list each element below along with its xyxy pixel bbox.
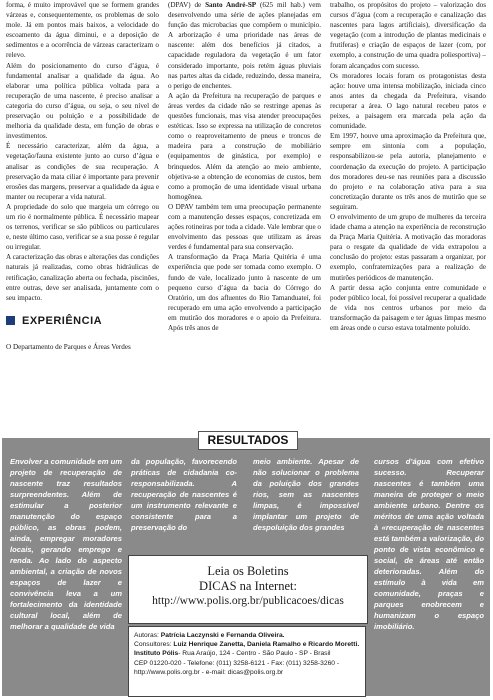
results-title: RESULTADOS [198,431,298,450]
article-column-2 [168,0,321,333]
paragraph: A partir dessa ação conjunta entre comunidade e poder público local, foi possível recuperar a qualidade de vida nos centros urbanos por meio da transformação da paisagem e ter águas limpas mesmo em áreas onde o curso estava totalmente poluído. [330,283,486,332]
article-column-3 [330,0,486,333]
authors-line [134,631,360,640]
article-column-1 [6,0,159,352]
paragraph: A transformação da Praça Maria Quitéria é uma experiência que pode ser tomada como exemplo. O fundo de vale, localizado junto à nascente de um pequeno curso d’água da bacia do Córrego do Oratório, um dos afluentes do Rio Tamanduateí, foi recuperado em uma ação envolvendo a participação em mutirão dos moradores e o apoio da Prefeitura. Após três anos de [168,253,321,332]
cep-line: CEP 01220-020 - Telefone: (011) 3258-6121 - Fax: (011) 3258-3260 - [134,659,340,667]
text-span: (DPAV) de [168,1,206,9]
web-email-line[interactable]: http://www.polis.org.br - e-mail: dicas@polis.org.br [134,668,284,676]
results-text-column-4: cursos d’água com efetivo sucesso. Recuperar nascentes é também uma maneira de proteger o meio ambiente urbano. Dentre os méritos de uma ação voltada à «recuperação de nascentes está também a valorização, do ponto de vista econômico e social, de áreas até então deterioradas. Além do estímulo à vida em comunidade, praças e parques enobrecem e humanizam o espaço imobiliário. [374,457,484,631]
credits-box [128,626,366,697]
notice-url-link[interactable]: http://www.polis.org.br/publicacoes/dicas [152,595,344,607]
consultants-label: Consultores: [134,641,174,649]
address-text: - Rua Araújo, 124 - Centro - São Paulo - SP - Brasil [178,650,331,658]
online-notice-box [128,555,368,624]
paragraph: A propriedade do solo que margeia um córrego ou um rio é normalmente pública. É necessário mapear os terrenos, verificar se são públicos ou particulares e, neste último caso, verificar se a sua posse é regular ou irregular. [6,202,159,252]
section-title: EXPERIÊNCIA [22,314,103,327]
paragraph: A caracterização das obras e alterações das condições naturais já realizadas, como obras hidráulicas de retificação, canalização aberta ou fechada, piscinões, entre outras, deve ser analisada, juntamente com o seu impacto. [6,253,159,302]
paragraph: O Departamento de Parques e Áreas Verdes [6,342,131,351]
institute-name: Instituto Pólis [134,650,179,658]
square-bullet-icon [6,316,15,325]
paragraph: Os moradores locais foram os protagonistas desta ação: houve uma intensa mobilização, iniciada cinco anos antes da chegada da Prefeitura, visando recuperar a área. O lago natural recebeu patos e peixes, a paisagem era marcada pela ação da comunidade. [330,71,486,131]
text-span: (625 mil hab.) vem desenvolvendo uma série de ações planejadas em função das microbacias que compõem o município. A arborização é uma prioridade nas áreas de nascente: além dos benefícios já citados, a capacidade reguladora da vegetação é um fator considerado importante, pois retém águas pluviais nas partes altas da cidade, reduzindo, dessa maneira, o perigo de enchentes. [168,1,321,90]
consultants-names: Luiz Henrique Zanetta, Daniela Ramalho e Ricardo Moretti. [173,641,360,649]
paragraph: O envolvimento de um grupo de mulheres da terceira idade chama a atenção na experiência de reconstrução da Praça Maria Quitéria. A motivação das moradoras para o resgate da qualidade de vida extrapolou a conclusão do projeto: estas passaram a organizar, por exemplo, confraternizações para a realização de mutirões periódicos de manutenção. [330,212,486,282]
paragraph: A ação da Prefeitura na recuperação de parques e áreas verdes da cidade não se restringe apenas às questões funcionais, mas visa atender preocupações estéticas. Isso se expressa na utilização de concretos como o reaproveitamento de pneus e troncos de madeira para a construção de mobiliário (equipamentos de ginástica, por exemplo) e brinquedos. Além da atenção ao meio ambiente, objetiva-se a obtenção de economias de custos, bem como a promoção de uma identidade visual urbana homogênea. [168,91,321,201]
notice-line-2: DICAS na Internet: [199,579,297,593]
city-name: Santo André-SP [205,1,257,9]
address-line [134,649,360,658]
paragraph [168,0,321,91]
authors-label: Autoras: [134,632,161,639]
paragraph: Além do posicionamento do curso d’água, é fundamental analisar a qualidade da água. Ao elaborar uma política pública voltada para a recuperação de uma nascente, é preciso analisar a categoria do curso d’água, ou seja, o seu nível de preservação ou poluição e a possibilidade de melhoria da qualidade desta, em função de obras e investimentos. [6,61,159,141]
paragraph: forma, é muito improvável que se formem grandes várzeas e, consequentemente, os problemas de solo mole. Já em pontos mais baixos, a velocidade do escoamento da água diminui, e a deposição de sedimentos e a ocorrência de várzeas caracterizam o relevo. [6,1,159,60]
paragraph: trabalho, os propósitos do projeto – valorização dos cursos d’água (com a recuperação e canalização das nascentes para lagos artificiais), diversificação da vegetação (com a introdução de plantas medicinais e frutíferas) e criação de espaços de lazer (com, por exemplo, a construção de uma quadra poliesportiva) – foram alcançados com sucesso. [330,1,486,70]
results-text-column-2: da população, favorecendo práticas de cidadania co-responsabilizada. A recuperação de nascentes é um instrumento relevante e consistente para a preservação do [131,457,237,532]
authors-names: Patrícia Laczynski e Fernanda Oliveira. [160,632,285,639]
results-text-column-3: meio ambiente. Apesar de não solucionar o problema da poluição dos grandes rios, sem as nascentes limpas, é impossível implantar um projeto de despoluição dos grandes [253,457,359,532]
paragraph: O DPAV também tem uma preocupação permanente com a manutenção desses espaços, concretizada em ações rotineiras por toda a cidade. Vale lembrar que o envolvimento das pessoas que utilizam as áreas verdes é fundamental para sua conservação. [168,202,321,252]
results-text-column-1: Envolver a comunidade em um projeto de recuperação de nascente traz resultados surpreendentes. Além de estimular a posterior manutenção do espaço público, as obras podem, ainda, empregar moradores locais, gerando emprego e renda. Ao lado do aspecto ambiental, a criação de novos espaços de lazer e convivência leva a um fortalecimento da identidade cultural local, além de melhorar a qualidade de vida [10,457,122,631]
consultants-line [134,640,360,649]
paragraph: Em 1997, houve uma aproximação da Prefeitura que, sempre em sintonia com a população, responsabilizou-se pela autoria, planejamento e coordenação da execução do projeto. A participação dos moradores deu-se nas reuniões para a discussão do projeto e na colaboração ativa para a sua concretização durante os três anos de mutirão que se seguiram. [330,132,486,211]
notice-line-1: Leia os Boletins [207,564,289,578]
paragraph: É necessário caracterizar, além da água, a vegetação/fauna existente junto ao curso d’água e analisar as condições de sua recuperação. A preservação da mata ciliar é importante para prevenir erosões das margens, preservar a qualidade da água e manter ou recuperar a vida natural. [6,142,159,201]
section-heading [6,316,159,326]
